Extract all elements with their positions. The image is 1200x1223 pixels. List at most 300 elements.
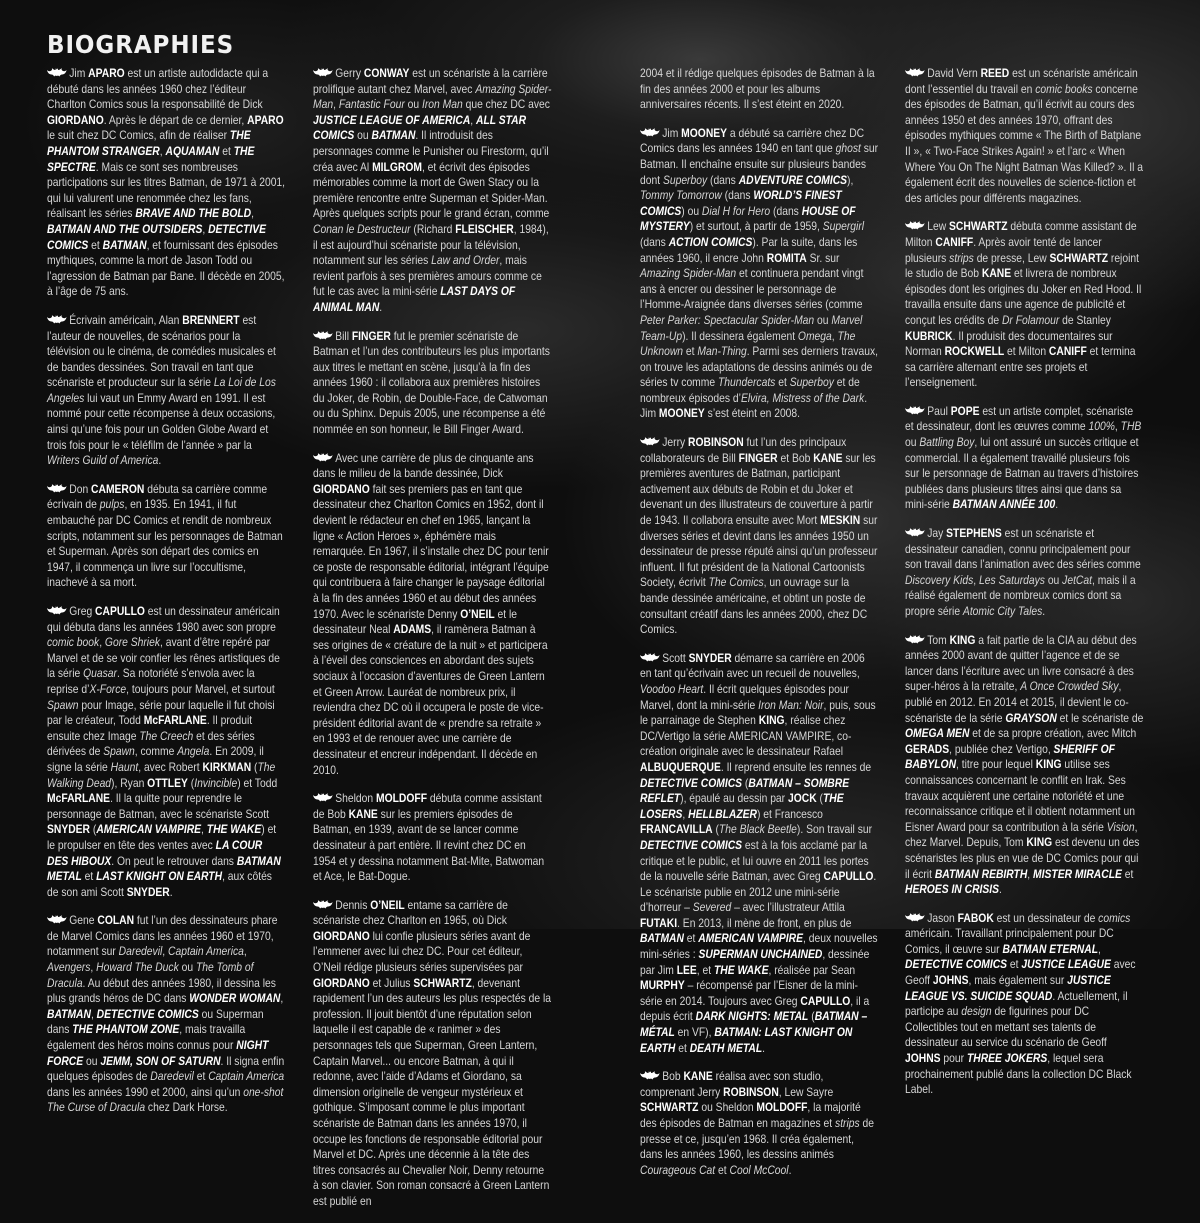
bio-text: . Il produisit des documentaires sur Norman (905, 329, 1113, 359)
author-name: GERADS (905, 742, 950, 756)
bio-text: . (788, 1163, 792, 1177)
author-name: SNYDER (47, 823, 91, 837)
series-title: LAST KNIGHT ON EARTH (96, 870, 223, 884)
author-name: SCHWARTZ (413, 976, 472, 990)
bio-text: , mais travailla également des héros moins connus pour (47, 1023, 246, 1053)
series-title: SHERIFF OF BABYLON (905, 742, 1115, 772)
bio-text: , (90, 961, 97, 975)
bio-text: , (202, 222, 209, 236)
series-title: LAST DAYS OF ANIMAL MAN (313, 285, 516, 314)
bio-text: et (675, 1041, 690, 1055)
bio-text: sur les premiers épisodes de Batman, en 1939, avant de se lancer comme dessinateur à part entière. Il revint chez DC en 1954 et y dessina notamment Bat-Mite, Batwoman et Ace, le Bat-Dogue. (313, 807, 545, 884)
series-title: BATMAN (47, 1007, 91, 1021)
work-title: The Unknown (640, 329, 856, 359)
work-title: Iron Man (421, 98, 463, 112)
author-name: SCHWARTZ (1049, 251, 1109, 265)
bio-text: , chez Marvel. Depuis, Tom (905, 820, 1138, 850)
work-title: ghost (835, 142, 861, 156)
bio-text: . (379, 300, 383, 314)
bio-text: , dessinée par Jim (640, 948, 870, 977)
bio-text: démarre sa carrière en 2006 en tant qu’écrivain avec un recueil de nouvelles, (640, 651, 865, 681)
work-title: Avengers (47, 961, 91, 975)
bat-symbol-icon (905, 68, 925, 77)
bio-text: et Milton (1004, 345, 1049, 359)
bio-text: , avec Robert (138, 760, 203, 774)
series-title: LA COUR DES HIBOUX (47, 838, 263, 868)
bat-symbol-icon (47, 915, 67, 924)
bio-text: est un artiste complet, scénariste et dessinateur, dont les œuvres comme (905, 404, 1134, 434)
author-name: MOONEY (658, 407, 705, 421)
bio-text: et Bob (777, 451, 814, 465)
bio-text: et (219, 144, 234, 158)
bat-symbol-icon (313, 331, 333, 340)
bio-text: Sr. sur (806, 251, 840, 265)
work-title: Captain America (208, 1070, 285, 1084)
author-name: CONWAY (363, 67, 410, 80)
bio-text: Gene (69, 914, 98, 928)
author-name: KING (949, 633, 976, 647)
bio-text: est un artiste autodidacte qui a débuté dans les années 1960 chez l’éditeur Charlton Comics sous la responsabilité de Dick (47, 67, 269, 112)
work-title: Daredevil (118, 945, 163, 959)
author-name: CAPULLO (823, 870, 874, 884)
author-name: JOHNS (932, 974, 969, 988)
bio-text: , lui ont assuré un succès critique et commercial. Il a également travaillé plusieurs fois sur le personnage de Batman au travers d’histoires publiées dans plusieurs titres ainsi que dans sa mini-série (905, 436, 1139, 512)
bio-text: fait ses premiers pas en tant que dessinateur chez Charlton Comics en 1952, dont il devient le rédacteur en chef en 1965, lançant la ligne « Action Heroes », éphémère mais remarquée. En 1967, il s’installe chez DC pour tenir ce poste de responsable éditorial, intégrant l’équipe qui contribuera à faire changer le paysage éditorial à la fin des années 1960 et au début des années 1970. Avec le scénariste Denny (313, 482, 549, 621)
bio-text: – avec l’illustrateur Attila (731, 901, 845, 915)
series-title: BATMAN (102, 238, 147, 252)
work-title: Cool McCool (729, 1163, 789, 1177)
series-title: HELLBLAZER (688, 807, 757, 821)
bio-text: , publiée chez Vertigo, (949, 742, 1054, 756)
bio-text: . Après le départ de ce dernier, (103, 113, 248, 127)
work-title: Omega (797, 329, 832, 343)
bio-text: et (683, 932, 699, 946)
series-title: JUSTICE LEAGUE (1021, 958, 1111, 972)
bio-text: Jim (69, 67, 89, 80)
bio-text: , lequel sera prochainement publié dans la collection DC Black Label. (905, 1052, 1132, 1097)
bat-symbol-icon (905, 913, 925, 922)
bio-text: . Jim (640, 391, 868, 421)
biography-paragraph (905, 633, 1144, 898)
bio-text: , toujours pour Marvel, et surtout (126, 682, 275, 696)
bio-text: , avant d’être repéré par Marvel et de se voir confier les rênes artistiques de la série (47, 636, 280, 681)
work-title: Thundercats (717, 376, 776, 390)
bio-text: , mais également sur (968, 974, 1068, 988)
biography-paragraph (47, 313, 286, 469)
author-name: LEE (676, 963, 697, 977)
bio-text: . Actuellement, il participe au (905, 989, 1128, 1019)
author-name: ROCKWELL (944, 345, 1005, 359)
bio-text: . Il produit ensuite chez Image (47, 714, 253, 743)
bio-text: , deux nouvelles mini-séries : (640, 932, 878, 962)
author-name: BRENNERT (182, 313, 240, 327)
bio-text: Jason (927, 911, 958, 925)
bio-text: est l’auteur de nouvelles, de scénarios pour la télévision ou le cinéma, de comédies musicales et de bandes dessinées. Son travail en tant que scénariste et producteur sur la série (47, 313, 276, 390)
work-title: one-shot The Curse of Dracula (47, 1085, 284, 1115)
work-title: Vision (1106, 820, 1135, 834)
author-name: GIORDANO (313, 976, 370, 990)
series-title: NIGHT FORCE (47, 1039, 269, 1068)
series-title: DEATH METAL (689, 1041, 763, 1055)
bio-text: ( (90, 823, 97, 837)
bio-text: ( (251, 760, 258, 774)
author-name: CAPULLO (800, 994, 851, 1008)
work-title: Writers Guild of America (47, 454, 159, 468)
author-name: FUTAKI (640, 916, 678, 930)
bio-text: fut l’un des dessinateurs phare de Marvel Comics dans les années 1960 et 1970, notamment sur (47, 914, 278, 959)
series-title: THREE JOKERS (966, 1052, 1048, 1066)
bio-text: et continuera pendant vingt ans à encrer ou dessiner le personnage de l’Homme-Araignée dans diverses séries (comme (640, 267, 864, 312)
series-title: DETECTIVE COMICS (640, 838, 743, 852)
bio-text: , puis, sous le parrainage de Stephen (640, 698, 876, 728)
author-name: FRANCAVILLA (640, 823, 713, 837)
series-title: DETECTIVE COMICS (47, 222, 266, 252)
bio-text: de Stanley (1059, 313, 1111, 327)
series-title: AMERICAN VAMPIRE (96, 823, 202, 837)
series-title: WORLD’S FINEST COMICS (640, 189, 842, 218)
bio-text: ou (814, 313, 832, 327)
author-name: KANE (813, 451, 843, 465)
series-title: AMERICAN VAMPIRE (698, 932, 804, 946)
bio-text: . Sa notoriété s’envola avec la reprise d’ (47, 667, 255, 696)
work-title: Invincible (194, 776, 238, 790)
series-title: WONDER WOMAN (189, 992, 281, 1006)
bio-text: , (162, 945, 169, 959)
bio-text: et (715, 1163, 730, 1177)
bio-text: le suit chez DC Comics, afin de réaliser (47, 129, 230, 143)
bio-text: . Mais ce sont ses nombreuses participations sur les titres Batman, de 1971 à 2001, qui lui valurent une renommée chez les fans, réalisant les séries (47, 160, 286, 221)
work-title: Dial H for Hero (701, 204, 771, 218)
work-title: design (961, 1005, 992, 1019)
bio-text: . On peut le retrouver dans (111, 854, 237, 868)
bio-text: , (973, 573, 979, 587)
bio-text: , (243, 945, 247, 959)
work-title: Atomic City Tales (962, 605, 1043, 618)
bio-text: . (1042, 605, 1046, 618)
bio-text: , (201, 823, 207, 837)
author-name: KING (758, 714, 785, 728)
bio-text: ou Sheldon (698, 1101, 757, 1115)
series-title: BATMAN AND THE OUTSIDERS (47, 222, 203, 236)
author-name: APARO (88, 67, 125, 80)
author-name: KUBRICK (905, 329, 953, 343)
author-name: MURPHY (640, 979, 685, 993)
series-title: BATMAN REBIRTH (934, 867, 1028, 881)
bio-text: de presse, Lew (973, 251, 1050, 265)
biography-paragraph (313, 329, 552, 438)
biography-paragraph (313, 791, 552, 885)
bio-text: , mais revient parfois à ses premières amours comme ce fut le cas avec la mini-série (313, 254, 542, 299)
bio-text: ( (808, 1010, 815, 1024)
bio-text: sur Batman. Il enchaîne ensuite sur plusieurs bandes dont (640, 142, 879, 187)
column-4 (905, 66, 1144, 1111)
bio-text: , (333, 98, 339, 112)
bio-text: et (683, 345, 698, 359)
biography-paragraph (905, 404, 1144, 513)
bio-text: , (280, 992, 284, 1006)
bio-text: ). Il dessinera également (682, 329, 798, 343)
work-title: Captain America (168, 945, 244, 959)
author-name: GIORDANO (313, 482, 370, 496)
bio-text: , (99, 636, 105, 650)
bio-text: utilise ses connaissances concernant le conflit en Irak. Ses travaux acquièrent une certaine notoriété et une reconnaissance critique et il obtient notamment un Eisner Award pour sa contribution à la série (905, 758, 1136, 834)
bat-symbol-icon (47, 68, 67, 77)
work-title: Discovery Kids (905, 573, 974, 587)
author-name: JOCK (787, 792, 817, 806)
author-name: O’NEIL (370, 898, 405, 912)
bio-text: . (762, 1041, 766, 1055)
series-title: MISTER MIRACLE (1033, 867, 1122, 881)
author-name: SNYDER (688, 651, 732, 665)
work-title: Daredevil (150, 1070, 194, 1084)
series-title: DETECTIVE COMICS (96, 1007, 199, 1021)
bio-text: ), épaulé au dessin par (680, 792, 788, 806)
series-title: OMEGA MEN (905, 727, 970, 741)
bio-text: , 1984), il est aujourd’hui scénariste pour la télévision, notamment sur les séries (313, 222, 549, 268)
biography-paragraph (905, 526, 1144, 620)
work-title: Elvira, Mistress of the Dark (740, 391, 865, 405)
work-title: The Walking Dead (47, 760, 276, 790)
bio-text: et de nombreux épisodes d’ (640, 376, 860, 405)
bio-text: que chez DC avec (462, 98, 550, 112)
author-name: KING (1035, 758, 1062, 772)
bio-text: . Parmi ses derniers travaux, on trouve les adaptations de dessins animés ou de séries tv comme (640, 345, 879, 390)
bio-text: . (158, 454, 162, 468)
bio-text: . Il écrit quelques épisodes pour Marvel, dont la mini-série (640, 682, 849, 712)
bat-symbol-icon (905, 221, 925, 230)
bio-text: est un dessinateur américain qui débuta dans les années 1980 avec son propre (47, 605, 280, 634)
work-title: strips (835, 1117, 860, 1130)
author-name: SCHWARTZ (949, 220, 1008, 234)
bat-symbol-icon (640, 653, 660, 662)
work-title: The Black Beetle (718, 823, 797, 837)
bio-text: pour (940, 1052, 967, 1066)
work-title: The Creech (139, 729, 194, 743)
bio-text: ), (847, 173, 854, 187)
bio-text: (dans (707, 173, 739, 187)
bio-text: ( (712, 823, 719, 837)
bio-text: , devenant rapidement l’un des auteurs les plus respectés de la profession. Il jouit bientôt d’une réputation selon laquelle il est capable de « ranimer » des personnages tels que Superman, Green Lantern, Captain Marvel... ou encore Batman, à qui il redonne, avec l’aide d’Adams et Giordano, sa dimension originelle de vengeur mystérieux et gothique. S’imposant comme le plus important scénariste de Batman dans les années 1970, il occupe les fonctions de responsable éditorial pour Marvel et DC. Après une décennie à la tête des titres consacrés au Chevalier Noir, Denny retourne à son clavier. Son roman consacré à Green Lantern est publié en (313, 976, 552, 1208)
bio-text: Écrivain américain, Alan (69, 313, 183, 327)
bio-text: avec Geoff (905, 958, 1136, 988)
series-title: JUSTICE LEAGUE OF AMERICA (313, 113, 471, 127)
bio-text: . Il introduisit des personnages comme le Punisher ou Firestorm, qu’il créa avec Al (313, 129, 549, 174)
work-title: Dr Folamour (1001, 313, 1060, 327)
bio-text: , et écrivit des épisodes mémorables comme la mort de Gwen Stacy ou la première rencontre entre Superman et Spider-Man. Après quelques scripts pour le grand écran, comme (313, 160, 550, 221)
bio-text: ) et Francesco (756, 807, 823, 821)
bio-text: (dans (721, 189, 754, 203)
work-title: Quasar (83, 667, 117, 681)
bat-symbol-icon (905, 528, 925, 537)
work-title: X-Force (89, 682, 127, 696)
series-title: BATMAN ETERNAL (1002, 942, 1099, 956)
author-name: CANIFF (935, 235, 974, 249)
bat-symbol-icon (640, 128, 660, 137)
series-title: THE PHANTOM STRANGER (47, 129, 251, 158)
bio-text: ou (905, 436, 920, 450)
work-title: Howard The Duck (96, 961, 179, 975)
series-title: BATMAN – MÉTAL (640, 1010, 868, 1040)
work-title: Peter Parker: Spectacular Spider-Man (640, 313, 815, 327)
work-title: Supergirl (822, 220, 865, 234)
author-name: MOLDOFF (756, 1101, 808, 1115)
author-name: GIORDANO (47, 113, 104, 127)
series-title: HEROES IN CRISIS (905, 883, 1000, 897)
series-title: DARK NIGHTS: METAL (695, 1010, 809, 1024)
biography-paragraph (905, 219, 1144, 391)
bio-text: (Richard (410, 222, 456, 236)
work-title: Les Saturdays (978, 573, 1045, 587)
series-title: SUPERMAN UNCHAINED (698, 948, 823, 962)
bat-symbol-icon (905, 635, 925, 644)
bio-text: . Le scénariste publie en 2012 une mini-série d’horreur – (640, 870, 877, 915)
work-title: Law and Order (431, 254, 500, 268)
author-name: FINGER (351, 329, 391, 343)
bio-text: débuta comme assistant de Milton (905, 220, 1137, 249)
bio-text: s’est éteint en 2008. (704, 407, 801, 421)
author-name: ROBINSON (688, 436, 744, 450)
bio-text: a débuté sa carrière chez DC Comics dans les années 1940 en tant que (640, 126, 865, 156)
bio-text: Avec une carrière de plus de cinquante ans dans le milieu de la bande dessinée, Dick (313, 451, 534, 481)
biography-paragraph (313, 451, 552, 778)
bio-text: et (1007, 958, 1022, 972)
bat-symbol-icon (313, 793, 333, 802)
bio-text: Jim (662, 126, 682, 140)
author-name: MILGROM (372, 160, 422, 174)
work-title: Gore Shriek (104, 636, 160, 650)
work-title: Superboy (662, 173, 708, 187)
author-name: STEPHENS (946, 527, 1002, 541)
author-name: FINGER (738, 451, 778, 465)
bio-text: dans les années 1990 et 2000, ainsi qu’un (47, 1085, 244, 1099)
bio-text: et termina sa carrière alternant entre ses projets et l’enseignement. (905, 345, 1136, 390)
series-title: ACTION COMICS (668, 235, 753, 249)
work-title: La Loi de Los Angeles (47, 376, 276, 405)
bio-text: , (1098, 942, 1101, 956)
bio-text: ( (816, 792, 823, 806)
author-name: JOHNS (905, 1052, 941, 1066)
bio-text: , aux côtés de son ami Scott (47, 870, 272, 899)
work-title: Superboy (789, 376, 834, 390)
series-title: THE SPECTRE (47, 144, 255, 174)
work-title: Spawn (47, 698, 79, 712)
column-1 (47, 66, 286, 1129)
bat-symbol-icon (640, 437, 660, 446)
bio-text: Lew (927, 220, 950, 234)
bio-text: est à la fois acclamé par la critique et le public, et lui ouvre en 2011 les portes de la nouvelle série Batman, avec Greg (640, 838, 869, 884)
bio-text: est un scénariste américain dont l’essentiel du travail en (905, 67, 1138, 96)
series-title: BATMAN ANNÉE 100 (952, 498, 1056, 512)
bio-text: . (169, 885, 173, 899)
bio-text: et (775, 376, 790, 390)
biography-paragraph (47, 482, 286, 591)
bio-text: Gerry (335, 67, 364, 80)
work-title: THB (1120, 420, 1142, 434)
bio-text: de presse et ce, jusqu’en 1968. Il créa également, dans les années 1960, les dessins animés (640, 1117, 875, 1162)
work-title: strips (949, 251, 974, 265)
work-title: pulps (99, 498, 125, 512)
bio-text: , (682, 807, 689, 821)
biography-paragraph (640, 1069, 879, 1178)
author-name: KANE (981, 267, 1012, 281)
bio-text: sur diverses séries et devint dans les années 1950 un dessinateur de presse réputé ainsi qu’un professeur influent. Il fut président de la National Cartoonists Society, écrivit (640, 514, 878, 590)
bio-text: . En 2013, il mène de front, en plus de (677, 916, 852, 930)
series-title: THE WAKE (713, 963, 769, 977)
bio-text: ). Par la suite, dans les années 1960, il encre John (640, 235, 858, 265)
bio-text: . Il reprend ensuite les rennes de (720, 760, 872, 774)
bio-text: Don (69, 482, 92, 496)
bio-text: . Au début des années 1980, il dessina les plus grands héros de DC dans (47, 976, 276, 1006)
biography-paragraph (905, 66, 1144, 206)
work-title: The Tomb of Dracula (47, 961, 254, 990)
bio-text: et livrera de nombreux épisodes dont les origines du Joker en Red Hood. Il travailla ensuite dans une agence de publicité et conçut les crédits de (905, 267, 1142, 327)
bio-text: de figurines pour DC Collectibles tout en mettant ses talents de dessinateur au service du scénario de Geoff (905, 1005, 1107, 1050)
work-title: Voodoo Heart (640, 682, 704, 696)
work-title: Marvel Team-Up (640, 313, 863, 343)
bio-text: (dans (640, 235, 669, 249)
bio-text: ( (742, 776, 749, 790)
bio-text: et de sa propre création, avec Mitch (969, 727, 1137, 741)
bio-text: et (88, 238, 103, 252)
bio-text: . (1055, 498, 1059, 512)
bio-text: Dennis (335, 898, 371, 912)
bio-text: lui confie plusieurs séries avant de l’emmener avec lui chez DC. Pour cet éditeur, O’Neil rédige plusieurs séries supervisées par (313, 929, 531, 975)
bio-text: , publié en 2012. En 2014 et 2015, il devient le co-scénariste de la série (905, 680, 1129, 725)
bio-text: , (1114, 420, 1121, 434)
bio-text: , titre pour lequel (956, 758, 1036, 772)
author-name: MESKIN (820, 514, 861, 528)
biography-paragraph (640, 651, 879, 1056)
bio-text: , réalise chez DC/Vertigo la série AMERICAN VAMPIRE, co-création originale avec le dessinateur Rafael (640, 714, 852, 759)
author-name: MOONEY (681, 126, 728, 140)
biography-paragraph (313, 66, 552, 316)
work-title: A Once Crowded Sky (1020, 680, 1119, 694)
author-name: McFARLANE (47, 792, 111, 806)
bio-text: , comme (134, 745, 178, 759)
author-name: KANE (683, 1070, 713, 1084)
series-title: JEMM, SON OF SATURN (100, 1054, 221, 1068)
bio-text: , (470, 113, 477, 127)
series-title: JUSTICE LEAGUE VS. SUICIDE SQUAD (905, 974, 1111, 1003)
bio-text: chez Dark Horse. (145, 1101, 228, 1115)
author-name: SNYDER (126, 885, 170, 899)
bat-symbol-icon (313, 900, 333, 909)
bio-text: , un ouvrage sur la bande dessinée américaine, et obtint un poste de consultant créatif dans les années 2000, chez DC Comics. (640, 576, 868, 637)
series-title: BATMAN METAL (47, 854, 281, 884)
bio-text: et Julius (369, 976, 414, 990)
bat-symbol-icon (905, 406, 925, 415)
author-name: KING (1026, 836, 1053, 850)
bio-text: , et fournissant des épisodes mythiques, comme la mort de Jason Todd ou l’agression de Batman par Bane. Il décède en 2005, à l’âge de 75 ans. (47, 238, 285, 299)
bat-symbol-icon (640, 1071, 660, 1080)
bio-text: . Il signa enfin quelques épisodes de (47, 1054, 285, 1084)
column-3 (640, 66, 879, 1191)
bio-text: Paul (927, 404, 951, 418)
author-name: O’NEIL (460, 607, 495, 621)
author-name: MOLDOFF (375, 792, 428, 806)
page-title: BIOGRAPHIES (47, 30, 235, 59)
work-title: Haunt (110, 760, 139, 774)
biography-paragraph (313, 898, 552, 1210)
series-title: BRAVE AND THE BOLD (135, 207, 252, 221)
bio-text: concerne des épisodes de Batman, qu’il écrivit au cours des années 1950 et des années 1970, offrant des épisodes mythiques comme « The Birth of Batplane II », « Two-Face Strikes Again! » et l’arc « When Where You On The Night Batman Was Killed? ». Il a également écrit des nouvelles de science-fiction et des articles pour différents magazines. (905, 82, 1144, 205)
bio-text: ( (187, 776, 195, 790)
bio-text: . Il la quitte pour reprendre le personnage de Batman, avec le scénariste Scott (47, 792, 269, 821)
work-title: comic books (1035, 82, 1093, 96)
author-name: FABOK (957, 911, 994, 925)
bio-text: et (193, 1070, 209, 1084)
bio-text: , la majorité des épisodes de Batman en magazines et (640, 1101, 861, 1130)
